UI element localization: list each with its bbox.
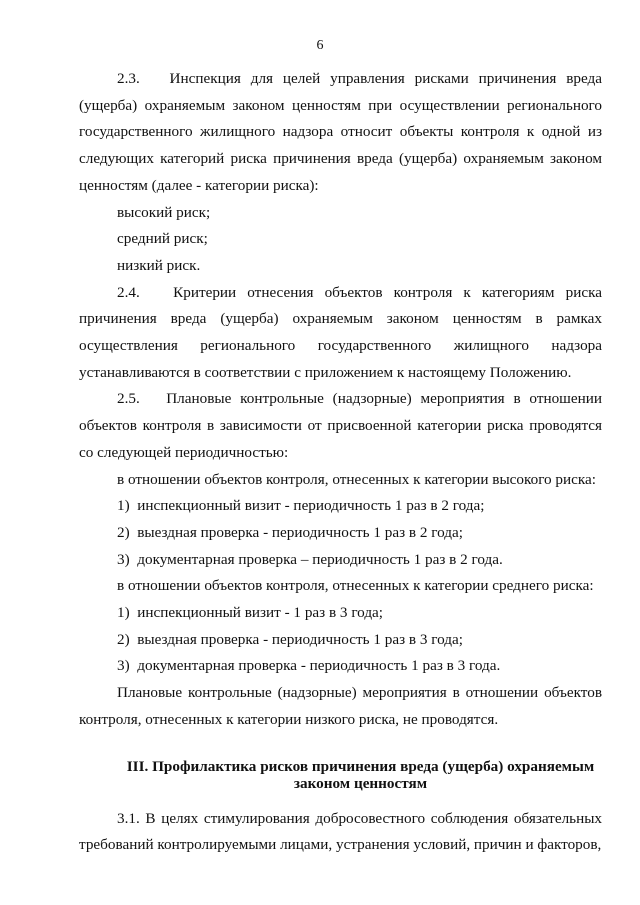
- section-heading-line-1: III. Профилактика рисков причинения вреда (ущерба) охраняемым: [126, 757, 595, 775]
- section-heading-line-2: законом ценностям: [293, 775, 428, 793]
- page-number: 6: [316, 38, 324, 53]
- document-body: [79, 66, 602, 859]
- paragraph-2-3: 2.3. Инспекция для целей управления рисками причинения вреда (ущерба) охраняемым законом ценностям при осуществлении регионального государственного жилищного надзора относит объекты контроля к одной из следующих категорий риска причинения вреда (ущерба) охраняемым законом ценностям (далее - категории риска):: [79, 70, 602, 194]
- paragraph-2-4: 2.4. Критерии отнесения объектов контроля к категориям риска причинения вреда (ущерба) охраняемым законом ценностям в рамках осуществления регионального государственного жилищного надзора устанавливаются в соответствии с приложением к настоящему Положению.: [79, 283, 602, 381]
- risk-category-medium: средний риск;: [117, 230, 208, 248]
- medium-risk-intro: в отношении объектов контроля, отнесенных к категории среднего риска:: [117, 577, 594, 595]
- high-risk-intro: в отношении объектов контроля, отнесенных к категории высокого риска:: [117, 470, 597, 488]
- paragraph-3-1: 3.1. В целях стимулирования добросовестного соблюдения обязательных требований контролируемыми лицами, устранения условий, причин и факторов,: [79, 809, 602, 854]
- high-risk-item-1: 1) инспекционный визит - периодичность 1 раз в 2 года;: [117, 497, 485, 515]
- medium-risk-item-1: 1) инспекционный визит - 1 раз в 3 года;: [117, 604, 384, 622]
- risk-category-high: высокий риск;: [117, 203, 211, 221]
- medium-risk-item-2: 2) выездная проверка - периодичность 1 раз в 3 года;: [117, 630, 463, 648]
- high-risk-item-2: 2) выездная проверка - периодичность 1 раз в 2 года;: [117, 523, 463, 541]
- medium-risk-item-3: 3) документарная проверка - периодичность 1 раз в 3 года.: [117, 657, 501, 675]
- high-risk-item-3: 3) документарная проверка – периодичность 1 раз в 2 года.: [117, 550, 503, 568]
- low-risk-note: Плановые контрольные (надзорные) мероприятия в отношении объектов контроля, отнесенных к категории низкого риска, не проводятся.: [79, 684, 602, 728]
- section-spacer: [79, 734, 602, 758]
- heading-spacer: [79, 793, 602, 806]
- paragraph-2-5: 2.5. Плановые контрольные (надзорные) мероприятия в отношении объектов контроля в зависимости от присвоенной категории риска проводятся со следующей периодичностью:: [79, 390, 602, 461]
- risk-category-low: низкий риск.: [117, 256, 201, 274]
